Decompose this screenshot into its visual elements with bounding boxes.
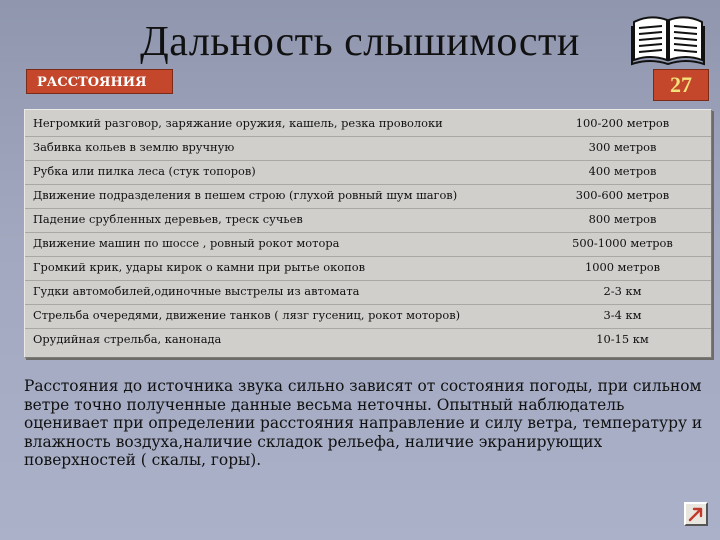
slide-number-badge: 27 xyxy=(653,69,709,101)
table-row xyxy=(25,112,711,137)
distances-tag: РАССТОЯНИЯ xyxy=(26,69,173,94)
distance-cell: 10-15 км xyxy=(596,332,649,346)
sound-source-cell: Гудки автомобилей,одиночные выстрелы из автомата xyxy=(33,284,360,298)
table-row xyxy=(25,208,711,233)
table-row xyxy=(25,280,711,305)
distance-cell: 300 метров xyxy=(588,140,657,154)
table-row xyxy=(25,256,711,281)
table-row xyxy=(25,184,711,209)
distance-cell: 800 метров xyxy=(588,212,657,226)
sound-source-cell: Орудийная стрельба, канонада xyxy=(33,332,222,346)
sound-source-cell: Забивка кольев в землю вручную xyxy=(33,140,235,154)
return-button[interactable] xyxy=(684,502,708,526)
sound-source-cell: Стрельба очередями, движение танков ( лязг гусениц, рокот моторов) xyxy=(33,308,461,322)
distance-cell: 400 метров xyxy=(588,164,657,178)
distance-cell: 100-200 метров xyxy=(575,116,670,130)
table-row xyxy=(25,136,711,161)
table-row xyxy=(25,160,711,185)
sound-source-cell: Движение подразделения в пешем строю (глухой ровный шум шагов) xyxy=(33,188,458,202)
explanatory-note: Расстояния до источника звука сильно зависят от состояния погоды, при сильном ветре точно полученные данные весьма неточны. Опытный наблюдатель оценивает при определении расстояния направление и силу ветра, температуру и влажность воздуха,наличие складок рельефа, наличие экранирующих поверхностей ( скалы, горы). xyxy=(24,377,703,470)
sound-source-cell: Движение машин по шоссе , ровный рокот мотора xyxy=(33,236,340,250)
page-title: Дальность слышимости xyxy=(140,19,580,65)
sound-source-cell: Рубка или пилка леса (стук топоров) xyxy=(33,164,256,178)
table-row xyxy=(25,232,711,257)
distance-cell: 2-3 км xyxy=(603,284,642,298)
distance-cell: 1000 метров xyxy=(584,260,661,274)
hearing-distance-table xyxy=(24,109,712,358)
distance-cell: 3-4 км xyxy=(603,308,642,322)
table-row xyxy=(25,304,711,329)
sound-source-cell: Громкий крик, удары кирок о камни при рытье окопов xyxy=(33,260,365,274)
distance-cell: 500-1000 метров xyxy=(572,236,673,250)
open-book-icon xyxy=(630,8,706,66)
distance-cell: 300-600 метров xyxy=(575,188,670,202)
sound-source-cell: Негромкий разговор, заряжание оружия, кашель, резка проволоки xyxy=(33,116,443,130)
return-arrow-icon xyxy=(687,505,705,523)
table-row xyxy=(25,328,711,352)
sound-source-cell: Падение срубленных деревьев, треск сучьев xyxy=(33,212,303,226)
